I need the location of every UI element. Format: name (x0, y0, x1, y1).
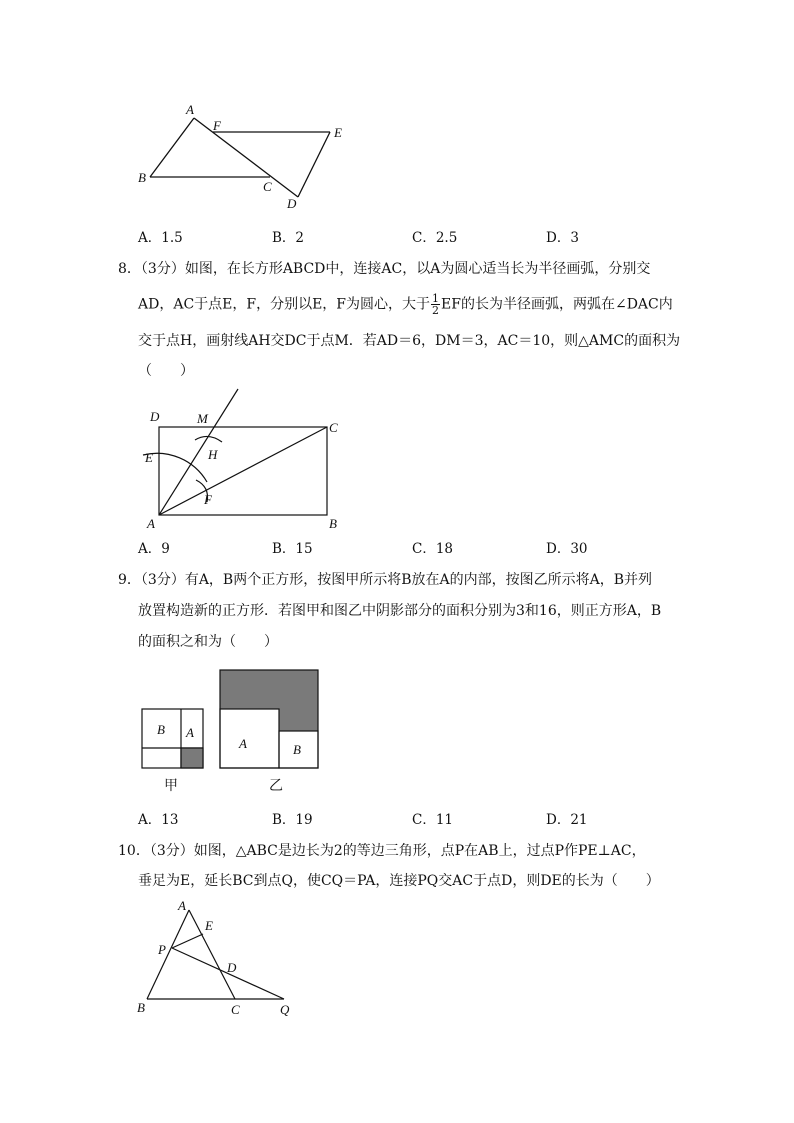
q9-option-d: D．21 (546, 812, 588, 828)
q9-line-2: 放置构造新的正方形．若图甲和图乙中阴影部分的面积分别为3和16，则正方形A，B (138, 603, 662, 619)
label-H: H (208, 447, 218, 462)
q8-line-1: 8．（3分）如图，在长方形ABCD中，连接AC，以A为圆心适当长为半径画弧，分别交 (118, 261, 651, 277)
q7-option-a: A．1.5 (138, 230, 183, 246)
q9-line-1: 9．（3分）有A，B两个正方形，按图甲所示将B放在A的内部，按图乙所示将A，B并列 (118, 572, 653, 588)
q7-option-b: B．2 (272, 230, 305, 246)
fig-a-label-B: B (157, 722, 165, 737)
q9-option-c: C．11 (412, 812, 454, 828)
q8-option-c: C．18 (412, 541, 454, 557)
label-P: P (158, 942, 166, 957)
label-A: A (178, 898, 186, 913)
q8-option-d: D．30 (546, 541, 588, 557)
label-Q: Q (280, 1002, 290, 1017)
q8-line-4: （ ） (138, 363, 194, 379)
fig-b-label-A: A (239, 736, 247, 751)
label-E: E (205, 918, 213, 933)
q10-line-1: 10．（3分）如图，△ABC是边长为2的等边三角形，点P在AB上，过点P作PE⊥AC， (118, 843, 646, 859)
fig-b-label-B: B (293, 742, 301, 757)
label-E: E (334, 125, 342, 140)
label-D: D (150, 409, 160, 424)
label-F: F (213, 118, 221, 133)
label-A: A (186, 102, 194, 117)
q9-line-3: 的面积之和为（ ） (138, 634, 278, 650)
q8-line-2: AD，AC于点E，F，分别以E，F为圆心，大于 $\frac{1}{2}$ EF的长为半径画弧，两弧在∠DAC内 (138, 292, 673, 317)
q10-line-2: 垂足为E，延长BC到点Q，使CQ＝PA，连接PQ交AC于点D，则DE的长为（ ） (138, 873, 660, 889)
label-D: D (227, 960, 237, 975)
q7-option-c: C．2.5 (412, 230, 458, 246)
label-M: M (197, 411, 208, 426)
label-D: D (287, 196, 297, 211)
q8-option-b: B．15 (272, 541, 313, 557)
q8-option-a: A．9 (138, 541, 170, 557)
q7-option-d: D．3 (546, 230, 579, 246)
fig-a-caption: 甲 (164, 778, 178, 794)
label-C: C (329, 420, 338, 435)
fig-b-caption: 乙 (269, 778, 283, 794)
label-C: C (231, 1002, 240, 1017)
q9-option-b: B．19 (272, 812, 313, 828)
q9-option-a: A．13 (138, 812, 179, 828)
label-B: B (329, 516, 337, 531)
label-B: B (137, 1000, 145, 1015)
label-A: A (147, 516, 155, 531)
fig-a-label-A: A (186, 725, 194, 740)
label-C: C (263, 179, 272, 194)
q8-line-3: 交于点H，画射线AH交DC于点M．若AD＝6，DM＝3，AC＝10，则△AMC的面积为 (138, 333, 681, 349)
label-E: E (145, 450, 153, 465)
label-F: F (204, 492, 212, 507)
label-B: B (138, 170, 146, 185)
fraction-half: $\frac{1}{2}$ (432, 292, 440, 317)
